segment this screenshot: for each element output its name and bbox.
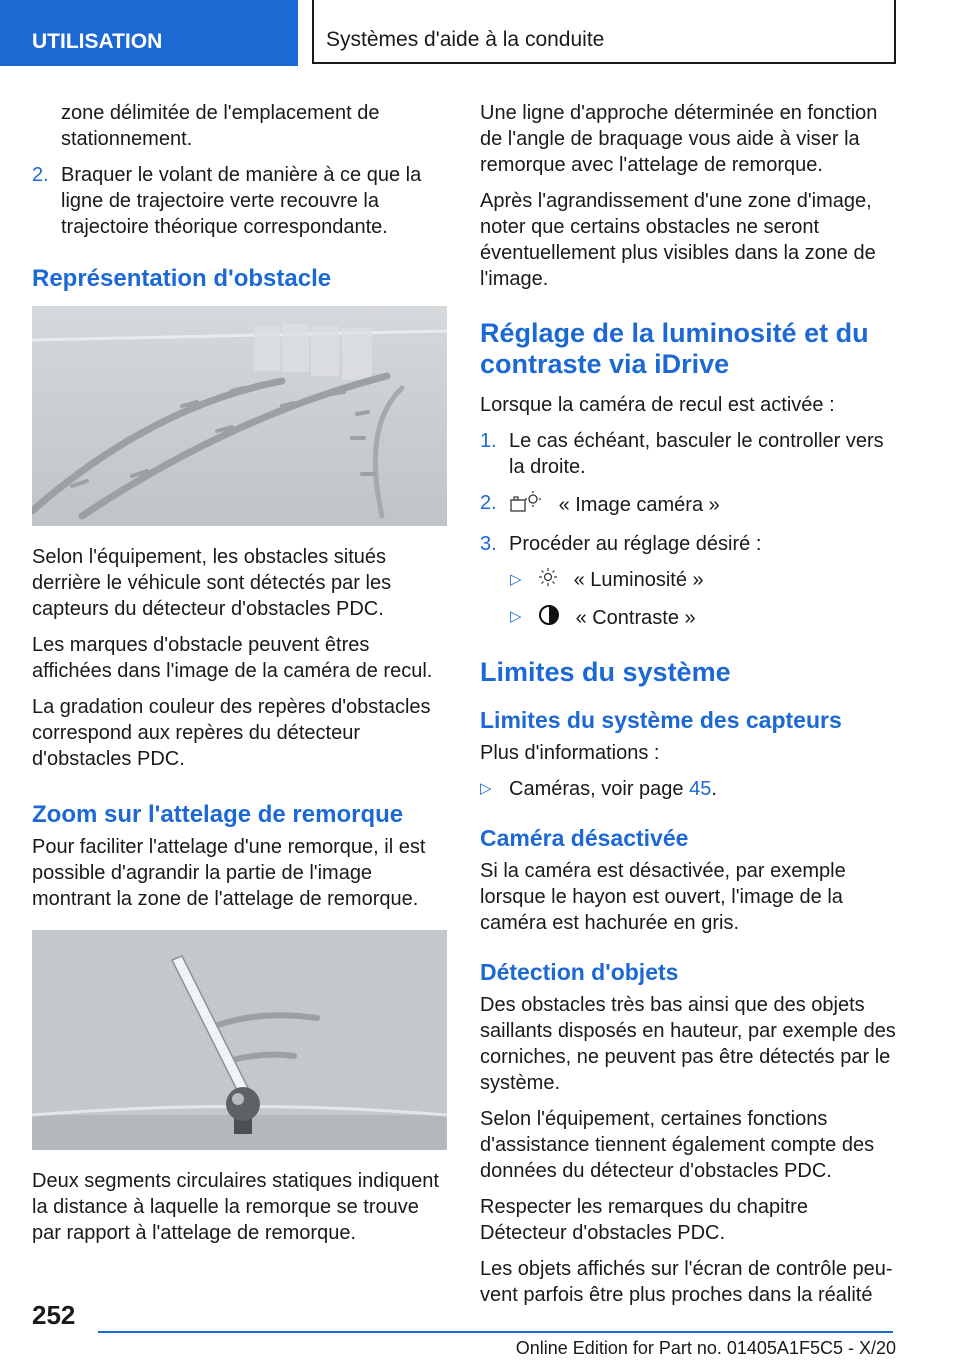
hitch-illustration (32, 930, 447, 1150)
zoom-paragraph-1: Pour faciliter l'attelage d'une remorque, il est possible d'agrandir la partie de l'image montrant la zone de l'attelage de remorque. (32, 836, 426, 910)
heading-system-limits: Limites du système (480, 657, 731, 688)
detection-paragraph-4: Les objets affichés sur l'écran de contrôle peuvent parfois être plus proches dans la réalité (480, 1258, 893, 1307)
obstacle-paragraph-2: Les marques d'obstacle peuvent êtres affichées dans l'image de la caméra de recul. (32, 634, 433, 682)
triangle-right-icon: ▷ (510, 571, 522, 588)
bullet-text: Caméras, voir page (509, 778, 690, 801)
step-text: Procéder au réglage désiré : (509, 533, 762, 555)
approach-line-paragraph: Une ligne d'approche déterminée en fonction de l'angle de braquage vous aide à viser la remorque avec l'attelage de remorque. (480, 102, 878, 176)
triangle-right-icon: ▷ (480, 780, 492, 798)
obstacle-illustration (32, 306, 447, 526)
obstacle-camera-image (32, 306, 447, 526)
step-text: « Image caméra » (558, 493, 720, 516)
zoom-paragraph-2: Deux segments circulaires statiques indiquent la distance à laquelle la remorque se trouve par rapport à l'attelage de remorque. (32, 1170, 439, 1244)
chapter-title: Systèmes d'aide à la conduite (312, 0, 896, 64)
bullet-text: « Contraste » (575, 607, 696, 629)
heading-camera-off: Caméra désactivée (480, 825, 689, 852)
zoom-note-paragraph: Après l'agrandissement d'une zone d'image, noter que certains obstacles ne seront éventuellement plus visibles dans la zone de l'image. (480, 190, 876, 290)
detection-paragraph-1: Des obstacles très bas ainsi que des objets saillants disposés en hauteur, par exemple des corniches, ne peuvent pas être détectés par le système. (480, 994, 896, 1095)
heading-sensor-limits: Limites du système des capteurs (480, 707, 842, 734)
contrast-icon (538, 604, 560, 633)
camera-off-paragraph: Si la caméra est désactivée, par exemple lorsque le hayon est ouvert, l'image de la caméra est hachurée en gris. (480, 860, 846, 935)
right-column (480, 100, 896, 1318)
detection-paragraph-2: Selon l'équipement, certaines fonctions d'assistance tiennent également compte des données du détecteur d'obstacles PDC. (480, 1108, 875, 1183)
bullet-text: « Luminosité » (573, 569, 704, 591)
step-text: Braquer le volant de manière à ce que la ligne de trajectoire verte recouvre la trajectoire théorique correspondante. (61, 164, 422, 238)
hitch-zoom-image (32, 930, 447, 1150)
more-info-label: Plus d'informations : (480, 742, 660, 765)
step-number: 3. (480, 533, 497, 555)
step-2 (480, 490, 896, 521)
obstacle-paragraph-1: Selon l'équipement, les obstacles situés derrière le véhicule sont détectés par les capteurs du détecteur d'obstacles PDC. (32, 546, 392, 620)
heading-brightness-contrast: Réglage de la luminosité et du contraste via iDrive (480, 318, 869, 379)
brightness-intro: Lorsque la caméra de recul est activée : (480, 394, 835, 416)
step-text: Le cas échéant, basculer le controller vers la droite. (509, 430, 884, 478)
footer-edition: Online Edition for Part no. 01405A1F5C5 - X/20 (515, 1338, 896, 1358)
left-column (32, 100, 448, 1256)
triangle-right-icon: ▷ (510, 608, 522, 626)
bullet-contrast (480, 604, 896, 633)
bullet-cameras (480, 776, 896, 802)
heading-obstacle: Représentation d'obstacle (32, 265, 332, 292)
bullet-brightness (480, 567, 896, 594)
section-tab: UTILISATION (0, 0, 298, 66)
step-1 (480, 428, 896, 480)
footer-divider (98, 1331, 893, 1333)
heading-zoom: Zoom sur l'attelage de remorque (32, 801, 404, 828)
obstacle-paragraph-3: La gradation couleur des repères d'obstacles correspond aux repères du détecteur d'obstacles PDC. (32, 696, 431, 770)
step-3 (480, 531, 896, 557)
heading-object-detection: Détection d'objets (480, 959, 679, 986)
page-header (0, 0, 960, 66)
page-number: 252 (32, 1300, 76, 1330)
step-number: 2. (32, 164, 49, 186)
step-2 (32, 162, 448, 240)
detection-paragraph-3: Respecter les remarques du chapitre Détecteur d'obstacles PDC. (480, 1196, 808, 1245)
sun-icon (538, 567, 558, 594)
bullet-text-end: . (711, 778, 717, 801)
step-number: 2. (480, 492, 497, 514)
camera-settings-icon (509, 490, 543, 521)
step-1-continuation: zone délimitée de l'emplacement de stationnement. (61, 102, 380, 150)
step-number: 1. (480, 430, 497, 452)
page-link-45[interactable]: 45 (689, 778, 712, 801)
